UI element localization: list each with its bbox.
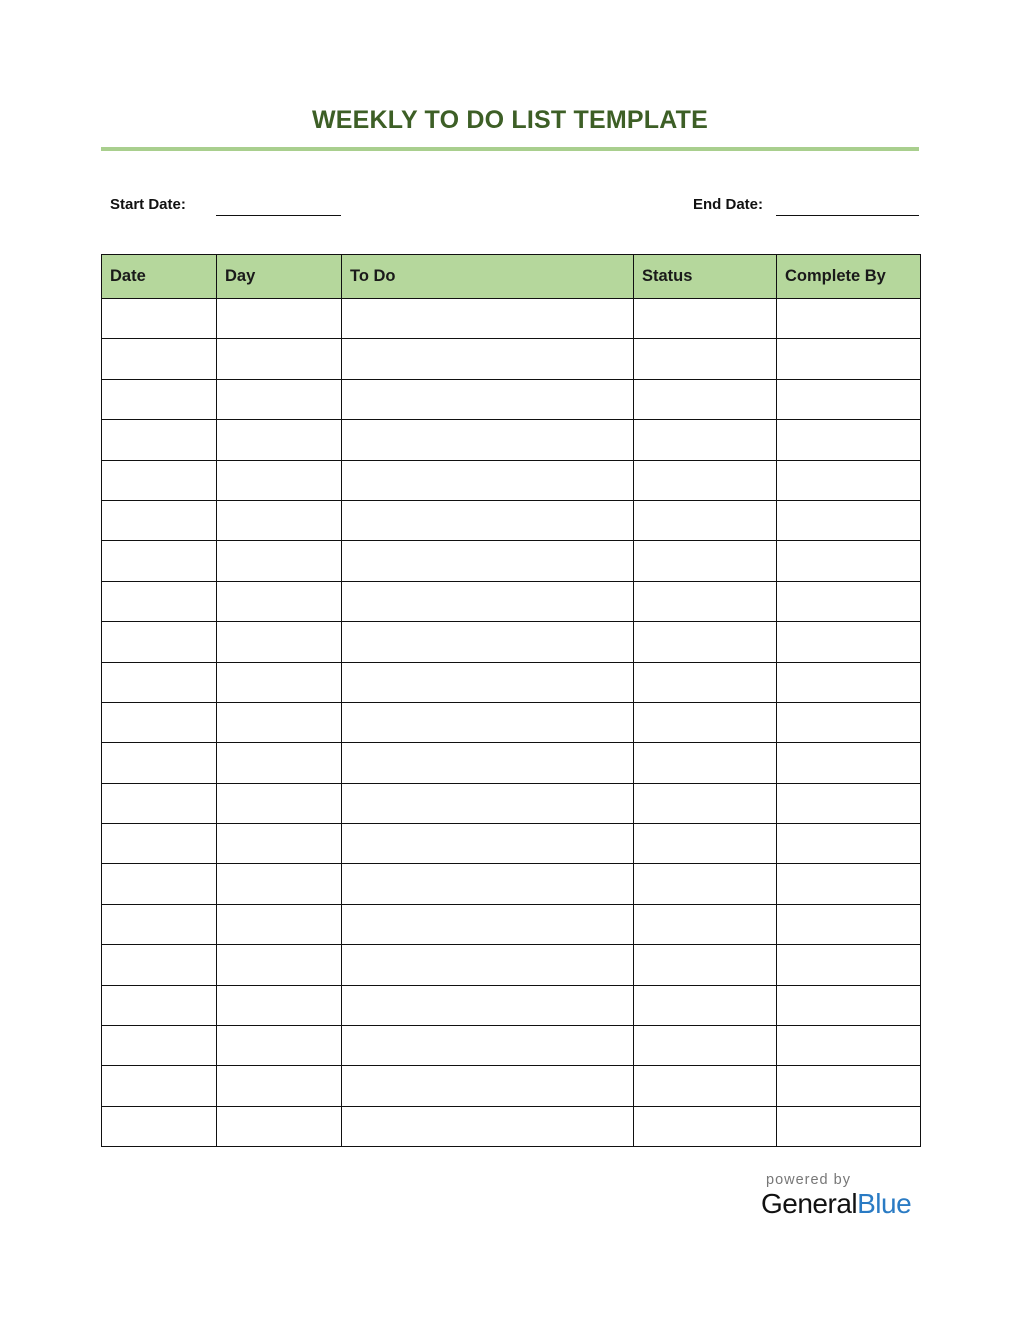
cell-todo[interactable] (342, 824, 634, 864)
cell-date[interactable] (102, 945, 217, 985)
table-row (102, 379, 921, 419)
cell-complete-by[interactable] (777, 985, 921, 1025)
cell-date[interactable] (102, 500, 217, 540)
cell-todo[interactable] (342, 783, 634, 823)
page-title: WEEKLY TO DO LIST TEMPLATE (312, 106, 708, 134)
cell-day[interactable] (217, 339, 342, 379)
cell-day[interactable] (217, 985, 342, 1025)
cell-date[interactable] (102, 339, 217, 379)
cell-day[interactable] (217, 500, 342, 540)
cell-day[interactable] (217, 904, 342, 944)
cell-day[interactable] (217, 702, 342, 742)
cell-todo[interactable] (342, 945, 634, 985)
cell-status[interactable] (634, 500, 777, 540)
cell-day[interactable] (217, 743, 342, 783)
cell-complete-by[interactable] (777, 500, 921, 540)
cell-status[interactable] (634, 1106, 777, 1146)
cell-date[interactable] (102, 783, 217, 823)
title-divider (101, 147, 919, 151)
table-row (102, 743, 921, 783)
table-row (102, 420, 921, 460)
cell-date[interactable] (102, 904, 217, 944)
brand-name-blue: Blue (857, 1188, 912, 1219)
cell-date[interactable] (102, 985, 217, 1025)
cell-complete-by[interactable] (777, 702, 921, 742)
cell-status[interactable] (634, 1026, 777, 1066)
cell-complete-by[interactable] (777, 460, 921, 500)
cell-complete-by[interactable] (777, 945, 921, 985)
cell-status[interactable] (634, 945, 777, 985)
cell-todo[interactable] (342, 702, 634, 742)
cell-status[interactable] (634, 743, 777, 783)
cell-date[interactable] (102, 662, 217, 702)
column-header-complete-by: Complete By (777, 255, 921, 299)
cell-status[interactable] (634, 339, 777, 379)
cell-complete-by[interactable] (777, 622, 921, 662)
cell-todo[interactable] (342, 460, 634, 500)
todo-table (101, 254, 921, 1147)
cell-status[interactable] (634, 662, 777, 702)
cell-status[interactable] (634, 460, 777, 500)
cell-status[interactable] (634, 864, 777, 904)
end-date-label: End Date: (693, 196, 764, 213)
cell-status[interactable] (634, 783, 777, 823)
cell-day[interactable] (217, 460, 342, 500)
cell-status[interactable] (634, 299, 777, 339)
table-row (102, 864, 921, 904)
cell-day[interactable] (217, 864, 342, 904)
cell-todo[interactable] (342, 904, 634, 944)
cell-day[interactable] (217, 662, 342, 702)
end-date-field[interactable] (776, 215, 919, 216)
cell-date[interactable] (102, 1106, 217, 1146)
cell-complete-by[interactable] (777, 904, 921, 944)
cell-date[interactable] (102, 379, 217, 419)
cell-complete-by[interactable] (777, 864, 921, 904)
cell-date[interactable] (102, 864, 217, 904)
cell-complete-by[interactable] (777, 1066, 921, 1106)
table-row (102, 622, 921, 662)
table-row (102, 541, 921, 581)
cell-date[interactable] (102, 460, 217, 500)
cell-todo[interactable] (342, 622, 634, 662)
table-row (102, 581, 921, 621)
cell-todo[interactable] (342, 581, 634, 621)
cell-day[interactable] (217, 299, 342, 339)
brand-name-general: General (761, 1188, 858, 1219)
cell-todo[interactable] (342, 1106, 634, 1146)
cell-todo[interactable] (342, 864, 634, 904)
cell-complete-by[interactable] (777, 299, 921, 339)
cell-complete-by[interactable] (777, 1026, 921, 1066)
table-row (102, 1106, 921, 1146)
cell-complete-by[interactable] (777, 662, 921, 702)
cell-date[interactable] (102, 743, 217, 783)
cell-complete-by[interactable] (777, 743, 921, 783)
table-row (102, 945, 921, 985)
table-row (102, 339, 921, 379)
cell-complete-by[interactable] (777, 420, 921, 460)
cell-status[interactable] (634, 904, 777, 944)
cell-status[interactable] (634, 622, 777, 662)
table-row (102, 985, 921, 1025)
cell-day[interactable] (217, 1106, 342, 1146)
cell-status[interactable] (634, 379, 777, 419)
cell-todo[interactable] (342, 541, 634, 581)
column-header-status: Status (634, 255, 777, 299)
table-row (102, 824, 921, 864)
cell-day[interactable] (217, 1066, 342, 1106)
cell-day[interactable] (217, 541, 342, 581)
cell-day[interactable] (217, 379, 342, 419)
cell-date[interactable] (102, 420, 217, 460)
table-row (102, 460, 921, 500)
cell-day[interactable] (217, 1026, 342, 1066)
powered-by-text: powered by (766, 1172, 851, 1188)
cell-complete-by[interactable] (777, 339, 921, 379)
table-row (102, 1026, 921, 1066)
cell-date[interactable] (102, 1026, 217, 1066)
cell-complete-by[interactable] (777, 824, 921, 864)
cell-date[interactable] (102, 1066, 217, 1106)
cell-date[interactable] (102, 622, 217, 662)
cell-status[interactable] (634, 1066, 777, 1106)
cell-todo[interactable] (342, 743, 634, 783)
cell-date[interactable] (102, 824, 217, 864)
cell-todo[interactable] (342, 1026, 634, 1066)
table-row (102, 702, 921, 742)
cell-todo[interactable] (342, 379, 634, 419)
table-row (102, 783, 921, 823)
cell-todo[interactable] (342, 1066, 634, 1106)
cell-todo[interactable] (342, 500, 634, 540)
cell-todo[interactable] (342, 420, 634, 460)
cell-day[interactable] (217, 622, 342, 662)
cell-status[interactable] (634, 420, 777, 460)
cell-todo[interactable] (342, 662, 634, 702)
cell-day[interactable] (217, 581, 342, 621)
cell-complete-by[interactable] (777, 541, 921, 581)
cell-todo[interactable] (342, 299, 634, 339)
cell-date[interactable] (102, 299, 217, 339)
table-row (102, 500, 921, 540)
column-header-todo: To Do (342, 255, 634, 299)
start-date-field[interactable] (216, 215, 341, 216)
start-date-label: Start Date: (110, 196, 186, 213)
table-row (102, 299, 921, 339)
table-header-row (102, 255, 921, 299)
cell-complete-by[interactable] (777, 581, 921, 621)
cell-day[interactable] (217, 824, 342, 864)
cell-status[interactable] (634, 541, 777, 581)
cell-status[interactable] (634, 824, 777, 864)
cell-complete-by[interactable] (777, 1106, 921, 1146)
brand-logo (761, 1188, 911, 1220)
cell-day[interactable] (217, 783, 342, 823)
cell-status[interactable] (634, 702, 777, 742)
table-row (102, 662, 921, 702)
table-body (102, 299, 921, 1147)
cell-complete-by[interactable] (777, 783, 921, 823)
cell-date[interactable] (102, 541, 217, 581)
cell-todo[interactable] (342, 339, 634, 379)
cell-day[interactable] (217, 420, 342, 460)
cell-status[interactable] (634, 581, 777, 621)
cell-todo[interactable] (342, 985, 634, 1025)
cell-date[interactable] (102, 581, 217, 621)
cell-status[interactable] (634, 985, 777, 1025)
column-header-day: Day (217, 255, 342, 299)
cell-day[interactable] (217, 945, 342, 985)
cell-complete-by[interactable] (777, 379, 921, 419)
table-row (102, 904, 921, 944)
column-header-date: Date (102, 255, 217, 299)
table-row (102, 1066, 921, 1106)
cell-date[interactable] (102, 702, 217, 742)
